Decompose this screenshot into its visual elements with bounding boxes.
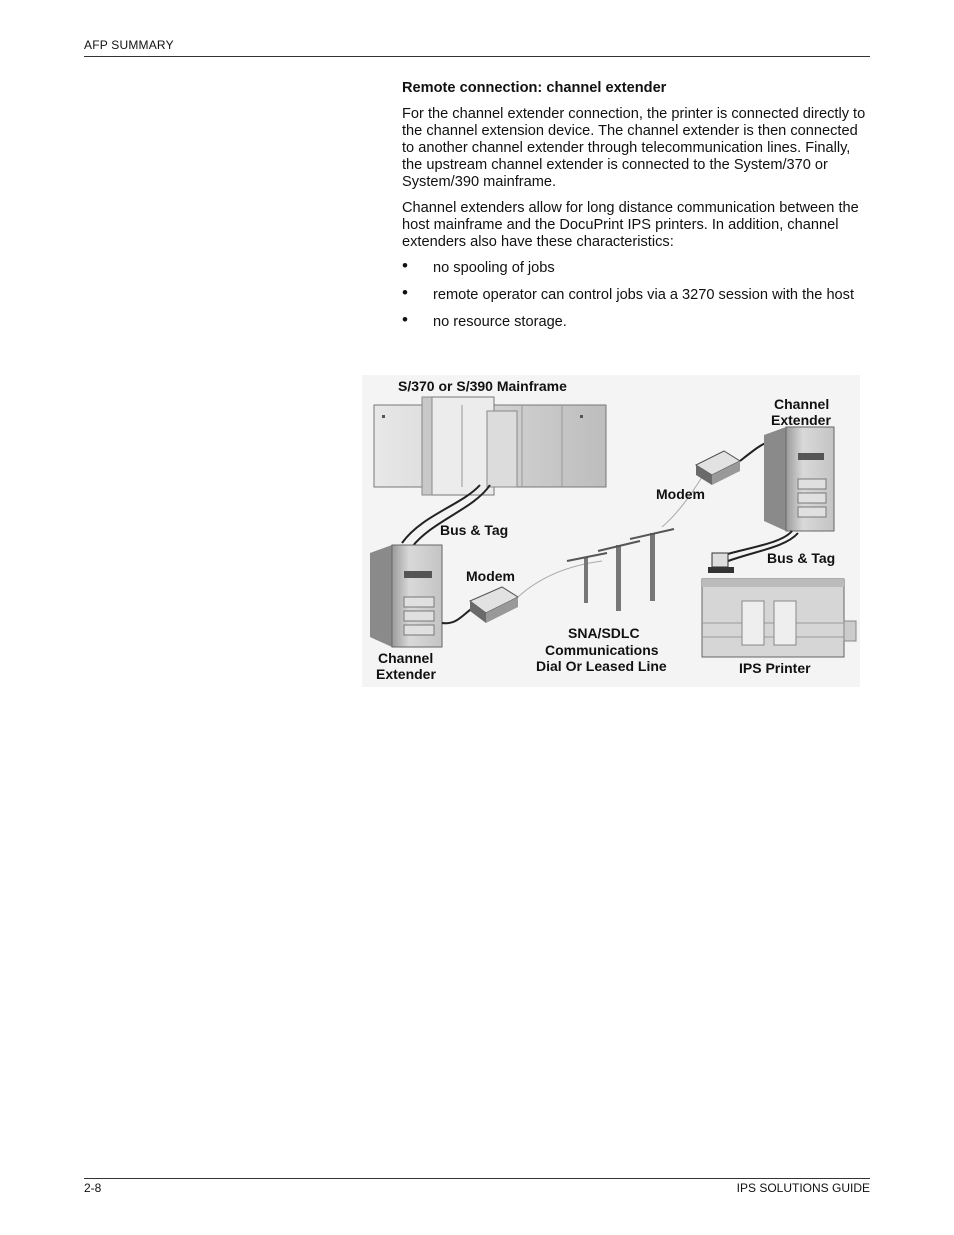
modem-right-label: Modem [656,486,705,502]
channel-extender-left-label: Extender [376,666,436,682]
list-item [402,310,872,331]
list-item [402,283,872,304]
channel-extender-right-label: Channel [774,396,830,412]
paragraph: Channel extenders allow for long distance communication between the host mainframe and the DocuPrint IPS printers. In addition, channel extenders also have these characteristics: [402,200,859,250]
bullet-icon: • [402,256,408,275]
page-number: 2-8 [84,1181,102,1195]
channel-extender-right-icon [764,427,834,531]
bullet-list [402,256,872,331]
list-item-text: no spooling of jobs [433,260,555,276]
list-item-text: remote operator can control jobs via a 3270 session with the host [433,287,855,303]
line-label: SNA/SDLC [568,625,640,641]
bus-tag-label-right: Bus & Tag [767,550,836,566]
running-header: AFP SUMMARY [84,38,174,52]
line-label: Dial Or Leased Line [536,658,667,674]
list-item-text: no resource storage. [433,314,567,330]
modem-left-label: Modem [466,568,515,584]
network-diagram [362,375,860,687]
header-rule [84,56,870,57]
footer-rule [84,1178,870,1179]
channel-extender-left-label: Channel [378,650,434,666]
mainframe-icon [374,397,606,495]
line-label: Communications [545,642,659,658]
bullet-icon: • [402,310,408,329]
ips-printer-label: IPS Printer [739,660,811,676]
section-title: Remote connection: channel extender [402,80,667,96]
section-body [402,80,872,341]
bus-tag-label-left: Bus & Tag [440,522,509,538]
mainframe-label: S/370 or S/390 Mainframe [398,378,567,394]
channel-extender-right-label: Extender [771,412,831,428]
channel-extender-left-icon [370,545,442,647]
list-item [402,256,872,277]
running-footer: IPS SOLUTIONS GUIDE [736,1181,870,1195]
paragraph: For the channel extender connection, the printer is connected directly to the channel extension device. The channel extender is then connected to another channel extender through telecommunication lines. Finally, the upstream channel extender is connected to the System/370 or System/390 mainframe. [402,106,866,190]
bullet-icon: • [402,283,408,302]
